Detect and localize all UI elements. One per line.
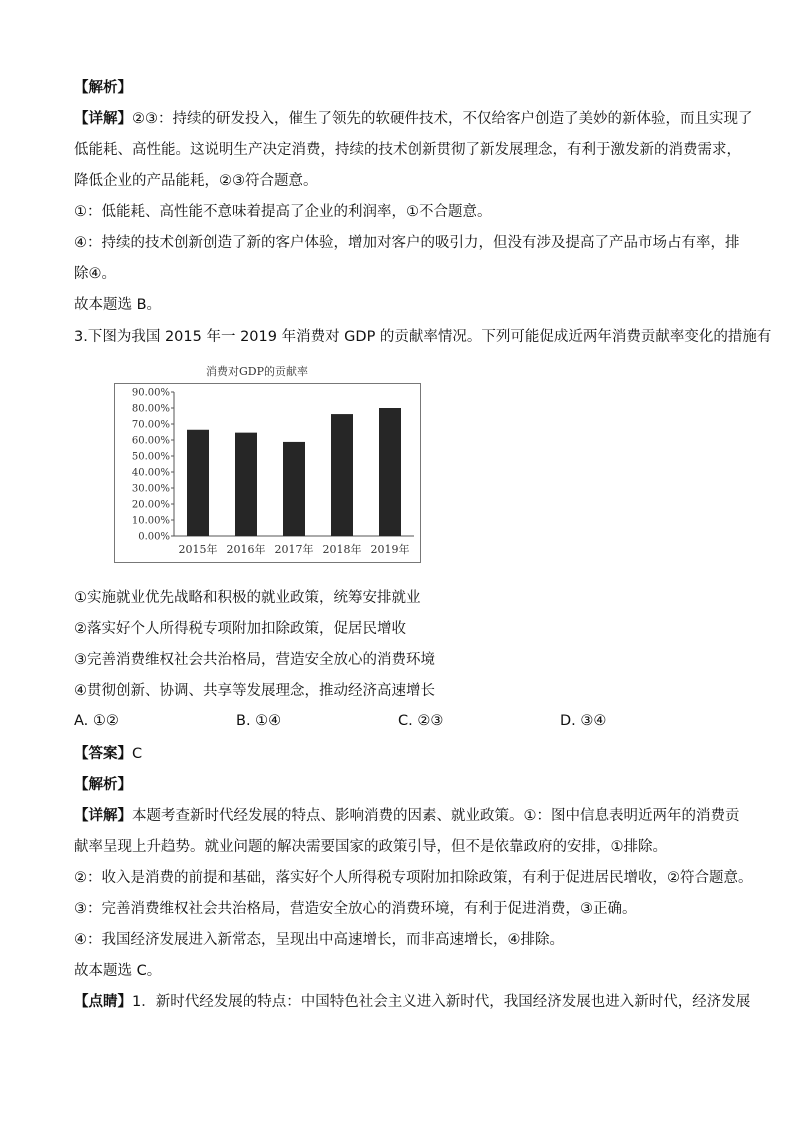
bar-2016年 [235,433,257,536]
y-tick-label: 50.00% [131,451,170,463]
x-tick-label: 2015年 [178,543,218,556]
answer-line [74,744,142,764]
answer-value: C [132,746,143,762]
x-tick-label: 2017年 [274,543,314,556]
detail-text: 本题考查新时代经发展的特点、影响消费的因素、就业政策。①：图中信息表明近两年的消费贡 [132,808,740,824]
y-tick-label: 30.00% [131,483,170,495]
x-tick-label: 2016年 [226,543,266,556]
detail-tag: 【详解】 [74,808,132,824]
answer-line: 故本题选 C。 [74,963,162,979]
detail-line: ③：完善消费维权社会共治格局，营造安全放心的消费环境，有利于促进消费，③正确。 [74,901,637,917]
detail-line: 低能耗、高性能。这说明生产决定消费，持续的技术创新贯彻了新发展理念，有利于激发新的消费需求， [74,142,741,158]
option-1: ①实施就业优先战略和积极的就业政策，统筹安排就业 [74,590,421,606]
bar-2015年 [187,430,209,536]
choice-b[interactable]: B. ①④ [236,713,282,729]
detail-line: ②：收入是消费的前提和基础，落实好个人所得税专项附加扣除政策，有利于促进居民增收，②符合题意。 [74,870,753,886]
option-2: ②落实好个人所得税专项附加扣除政策，促居民增收 [74,621,406,637]
y-tick-label: 90.00% [131,387,170,399]
option-4: ④贯彻创新、协调、共享等发展理念，推动经济高速增长 [74,683,435,699]
choice-a[interactable]: A. ①② [74,713,119,729]
y-tick-label: 40.00% [131,467,170,479]
answer-tag: 【答案】 [74,746,132,762]
choice-c[interactable]: C. ②③ [398,713,444,729]
y-tick-label: 20.00% [131,499,170,511]
detail-line [74,109,753,129]
analysis-heading: 【解析】 [74,777,132,793]
key-point-line [74,992,750,1012]
detail-line: ④：持续的技术创新创造了新的客户体验，增加对客户的吸引力，但没有涉及提高了产品市场占有率，排 [74,235,740,251]
detail-line [74,806,740,826]
chart-title: 消费对GDP的贡献率 [205,365,309,378]
y-tick-label: 70.00% [131,419,170,431]
contribution-bar-chart [114,358,422,564]
bar-2019年 [379,408,401,536]
analysis-heading: 【解析】 [74,80,132,96]
detail-line: 降低企业的产品能耗，②③符合题意。 [74,173,318,189]
y-tick-label: 0.00% [138,531,170,543]
option-3: ③完善消费维权社会共治格局，营造安全放心的消费环境 [74,652,435,668]
detail-text: ②③：持续的研发投入，催生了领先的软硬件技术，不仅给客户创造了美妙的新体验，而且实现了 [132,111,753,127]
bar-2017年 [283,442,305,536]
question-stem: 3.下图为我国 2015 年一 2019 年消费对 GDP 的贡献率情况。下列可能促成近两年消费贡献率变化的措施有 [74,329,772,345]
bar-2018年 [331,414,353,536]
detail-line: ④：我国经济发展进入新常态，呈现出中高速增长，而非高速增长，④排除。 [74,932,564,948]
y-tick-label: 80.00% [131,403,170,415]
key-point-text: 1．新时代经发展的特点：中国特色社会主义进入新时代，我国经济发展也进入新时代，经济发展 [132,994,751,1010]
detail-line: 除④。 [74,266,116,282]
answer-line: 故本题选 B。 [74,297,162,313]
y-tick-label: 10.00% [131,515,170,527]
y-tick-label: 60.00% [131,435,170,447]
detail-tag: 【详解】 [74,111,132,127]
x-tick-label: 2019年 [370,543,410,556]
detail-line: 献率呈现上升趋势。就业问题的解决需要国家的政策引导，但不是依靠政府的安排，①排除。 [74,839,667,855]
detail-line: ①：低能耗、高性能不意味着提高了企业的利润率，①不合题意。 [74,204,492,220]
key-point-tag: 【点睛】 [74,994,132,1010]
choice-d[interactable]: D. ③④ [560,713,607,729]
answer-choices [74,713,724,733]
x-tick-label: 2018年 [322,543,362,556]
